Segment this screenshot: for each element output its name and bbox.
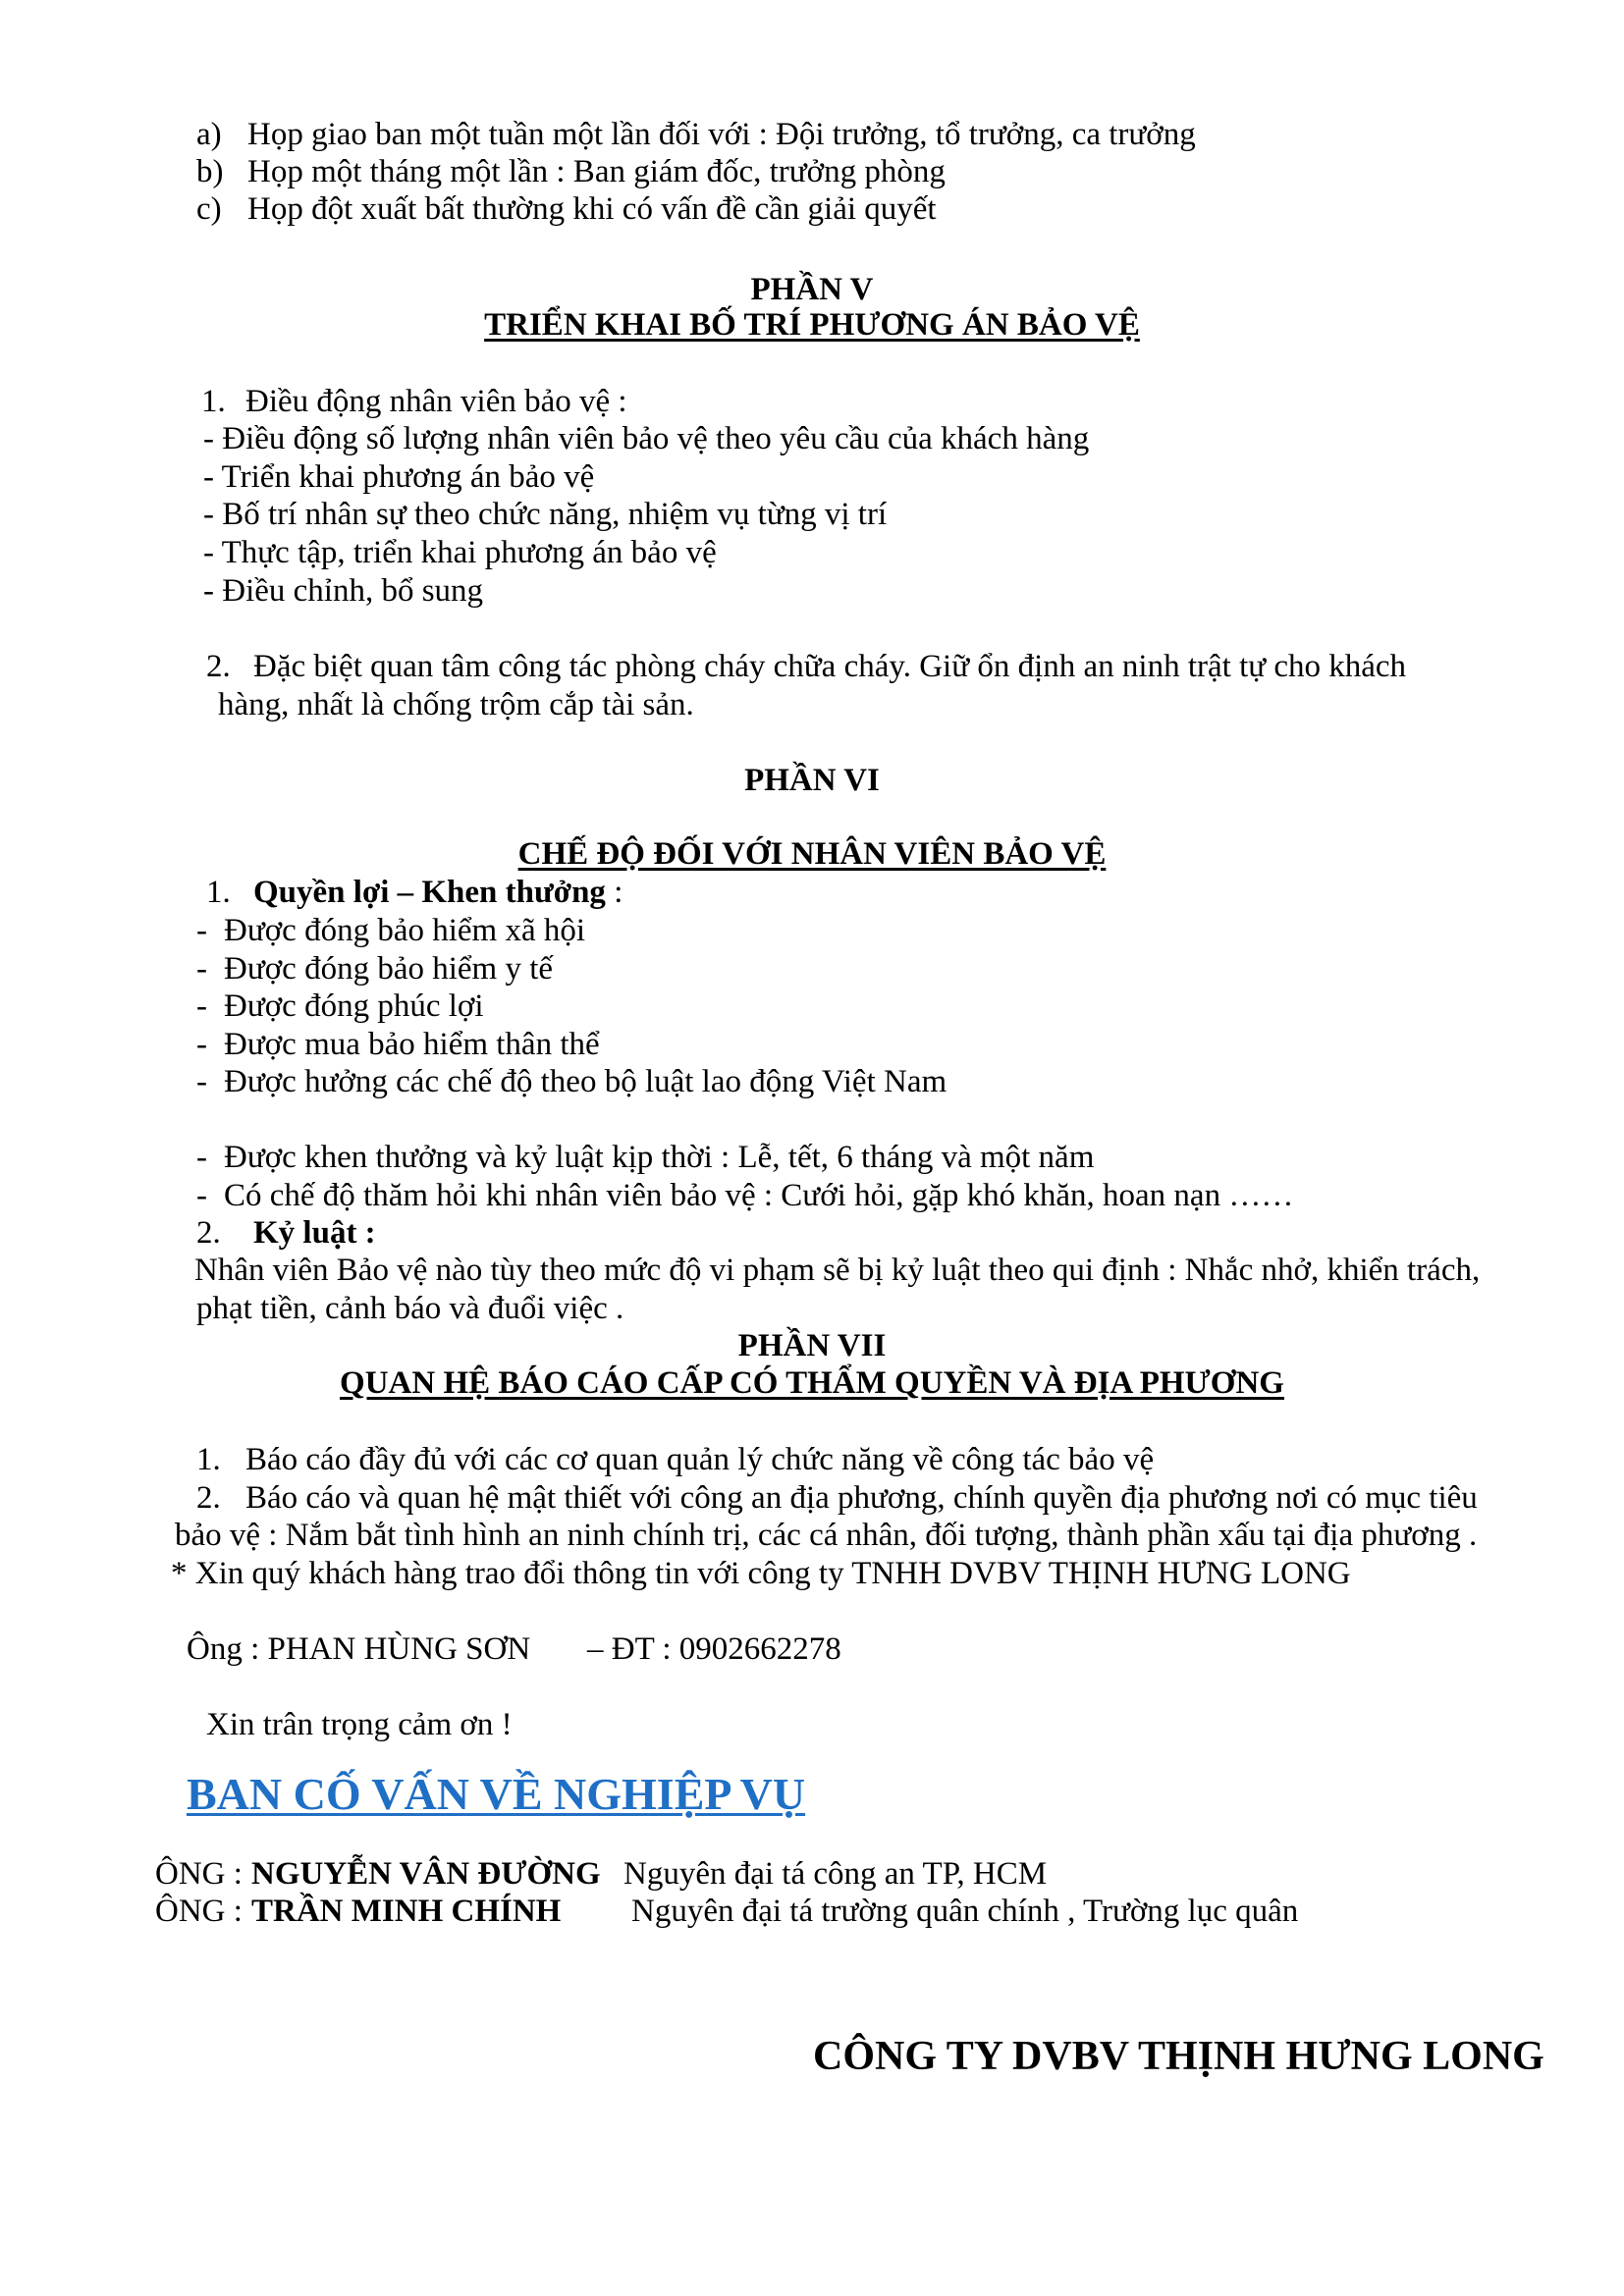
part5-item2-number: 2.: [206, 649, 231, 684]
part5-list-item: - Bố trí nhân sự theo chức năng, nhiệm vụ từng vị trí: [203, 497, 888, 532]
meeting-item-c: Họp đột xuất bất thường khi có vấn đề cần giải quyết: [247, 191, 937, 227]
part5-item1-title: Điều động nhân viên bảo vệ :: [245, 384, 627, 419]
discipline-line2: phạt tiền, cảnh báo và đuổi việc .: [196, 1291, 624, 1326]
bullet-dash: -: [196, 951, 207, 987]
advisor-role: Nguyên đại tá công an TP, HCM: [623, 1856, 1048, 1892]
part6-item1-heading: [253, 874, 623, 911]
company-name: CÔNG TY DVBV THỊNH HƯNG LONG: [813, 2034, 1544, 2079]
part6-title: CHẾ ĐỘ ĐỐI VỚI NHÂN VIÊN BẢO VỆ: [517, 836, 1107, 872]
part6-item2-title: Kỷ luật :: [253, 1215, 376, 1251]
part6-item1-title: Quyền lợi – Khen thưởng: [253, 875, 606, 910]
part5-list-item: - Điều động số lượng nhân viên bảo vệ theo yêu cầu của khách hàng: [203, 421, 1090, 456]
benefit-item: Được đóng bảo hiểm y tế: [224, 951, 554, 987]
part5-heading: PHẦN V: [750, 272, 874, 307]
benefit-item: Được mua bảo hiểm thân thể: [224, 1027, 600, 1062]
advisor-role: Nguyên đại tá trường quân chính , Trường lục quân: [631, 1894, 1299, 1929]
part7-item2-line2: bảo vệ : Nắm bắt tình hình an ninh chính trị, các cá nhân, đối tượng, thành phần xấu tại địa phương .: [175, 1518, 1478, 1553]
bullet-dash: -: [196, 1064, 207, 1099]
meeting-item-b: Họp một tháng một lần : Ban giám đốc, trưởng phòng: [247, 154, 946, 189]
bullet-dash: -: [196, 1027, 207, 1062]
advisor-name: TRẦN MINH CHÍNH: [251, 1894, 562, 1929]
benefit-item: Được đóng bảo hiểm xã hội: [224, 913, 586, 948]
advisor-prefix: ÔNG :: [155, 1894, 243, 1929]
bullet-dash: -: [196, 913, 207, 948]
part7-item2-line1: Báo cáo và quan hệ mật thiết với công an địa phương, chính quyền địa phương nơi có mục tiêu: [245, 1480, 1478, 1516]
meeting-item-a: Họp giao ban một tuần một lần đối với : Đội trưởng, tổ trưởng, ca trưởng: [247, 117, 1196, 152]
closing-thanks: Xin trân trọng cảm ơn !: [206, 1707, 513, 1742]
bullet-dash: -: [196, 988, 207, 1024]
contact-person: Ông : PHAN HÙNG SƠN: [187, 1631, 531, 1667]
bullet-dash: -: [196, 1140, 207, 1175]
reward-item: Được khen thưởng và kỷ luật kịp thời : Lễ, tết, 6 tháng và một năm: [224, 1140, 1095, 1175]
part5-list-item: - Triển khai phương án bảo vệ: [203, 459, 595, 495]
part6-item2-number: 2.: [196, 1215, 221, 1251]
contact-phone: – ĐT : 0902662278: [587, 1631, 841, 1667]
advisors-heading: BAN CỐ VẤN VỀ NGHIỆP VỤ: [187, 1769, 806, 1819]
benefit-item: Được hưởng các chế độ theo bộ luật lao động Việt Nam: [224, 1064, 947, 1099]
list-marker-a: a): [196, 117, 222, 152]
reward-item: Có chế độ thăm hỏi khi nhân viên bảo vệ : Cưới hỏi, gặp khó khăn, hoan nạn ……: [224, 1178, 1294, 1213]
part5-list-item: - Điều chỉnh, bổ sung: [203, 573, 484, 609]
advisor-prefix: ÔNG :: [155, 1856, 243, 1892]
advisor-name: NGUYỄN VÂN ĐƯỜNG: [251, 1856, 601, 1892]
benefit-item: Được đóng phúc lợi: [224, 988, 484, 1024]
list-marker-b: b): [196, 154, 224, 189]
part7-heading: PHẦN VII: [737, 1328, 887, 1363]
part6-item1-suffix: :: [605, 875, 623, 910]
bullet-dash: -: [196, 1178, 207, 1213]
list-marker-c: c): [196, 191, 222, 227]
part6-heading: PHẦN VI: [744, 763, 880, 798]
part5-title: TRIỂN KHAI BỐ TRÍ PHƯƠNG ÁN BẢO VỆ: [484, 307, 1140, 343]
part7-title: QUAN HỆ BÁO CÁO CẤP CÓ THẨM QUYỀN VÀ ĐỊA PHƯƠNG: [340, 1365, 1284, 1401]
part6-item1-number: 1.: [206, 875, 231, 910]
part7-item1-text: Báo cáo đầy đủ với các cơ quan quản lý chức năng về công tác bảo vệ: [245, 1442, 1155, 1477]
part7-item1-number: 1.: [196, 1442, 221, 1477]
part5-item2-line2: hàng, nhất là chống trộm cắp tài sản.: [218, 687, 694, 722]
part5-list-item: - Thực tập, triển khai phương án bảo vệ: [203, 535, 717, 570]
part5-item1-number: 1.: [201, 384, 226, 419]
discipline-line1: Nhân viên Bảo vệ nào tùy theo mức độ vi phạm sẽ bị kỷ luật theo qui định : Nhắc nhở, khiển trách,: [194, 1253, 1481, 1288]
part7-item2-number: 2.: [196, 1480, 221, 1516]
part5-item2-line1: Đặc biệt quan tâm công tác phòng cháy chữa cháy. Giữ ổn định an ninh trật tự cho khách: [253, 649, 1407, 684]
contact-note: * Xin quý khách hàng trao đổi thông tin với công ty TNHH DVBV THỊNH HƯNG LONG: [171, 1556, 1351, 1591]
